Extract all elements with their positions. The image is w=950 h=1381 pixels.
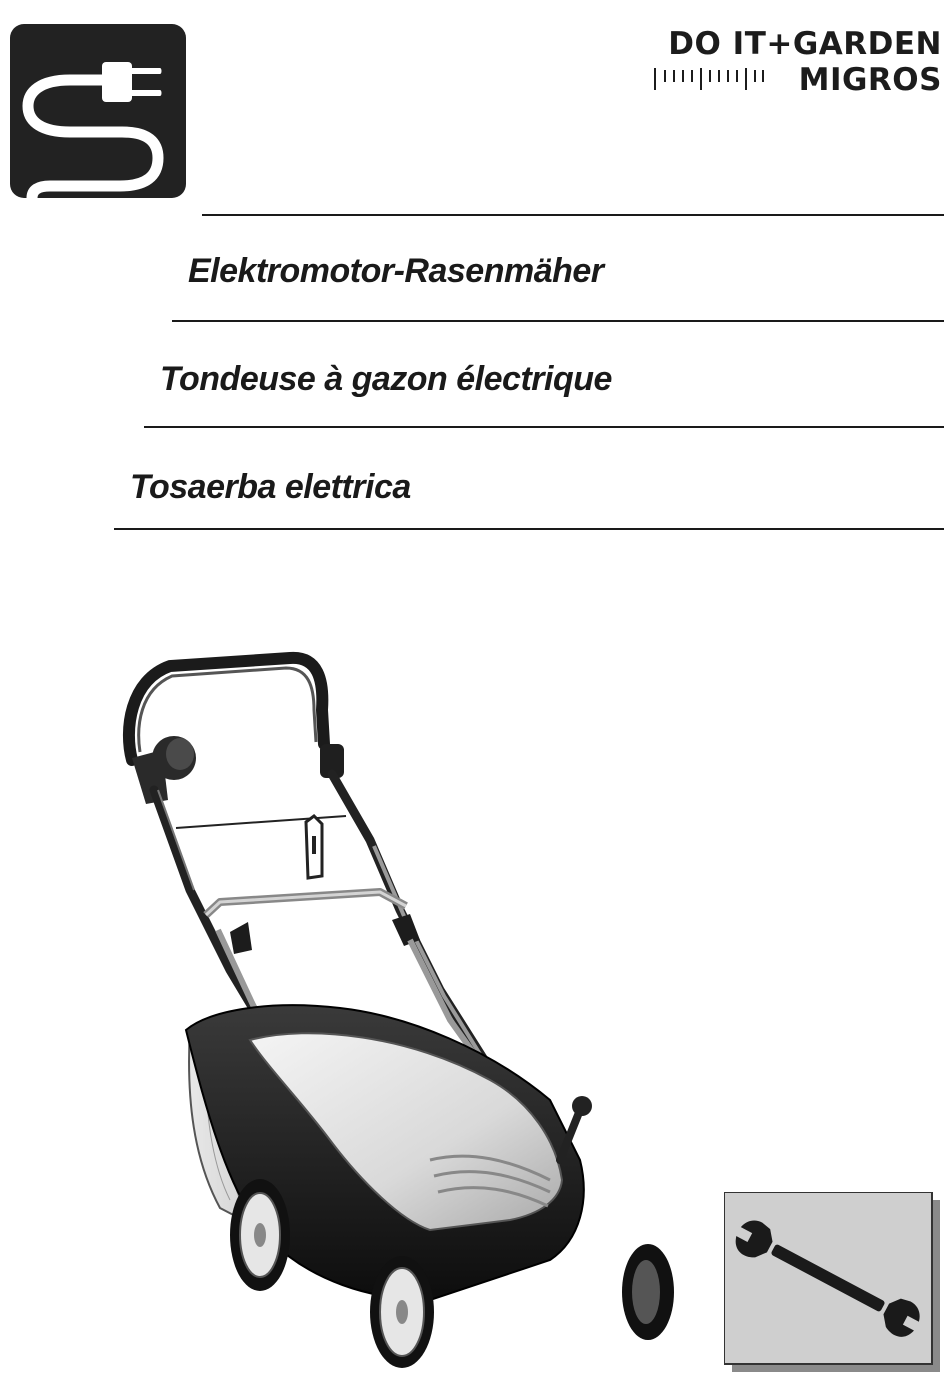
wrench-icon [724, 1192, 942, 1374]
title-italian: Tosaerba elettrica [130, 468, 411, 506]
lawn-mower-image [110, 640, 700, 1375]
title-german: Elektromotor-Rasenmäher [188, 252, 604, 290]
divider-line [202, 214, 944, 216]
divider-line [172, 320, 944, 322]
divider-line [114, 528, 944, 530]
electric-plug-icon [10, 24, 186, 198]
brand-logo [652, 26, 942, 98]
brand-sub: MIGROS [798, 62, 942, 98]
brand-name: DO IT+GARDEN [668, 26, 942, 62]
title-french: Tondeuse à gazon électrique [160, 360, 612, 398]
ruler-mark [654, 66, 766, 92]
divider-line [144, 426, 944, 428]
